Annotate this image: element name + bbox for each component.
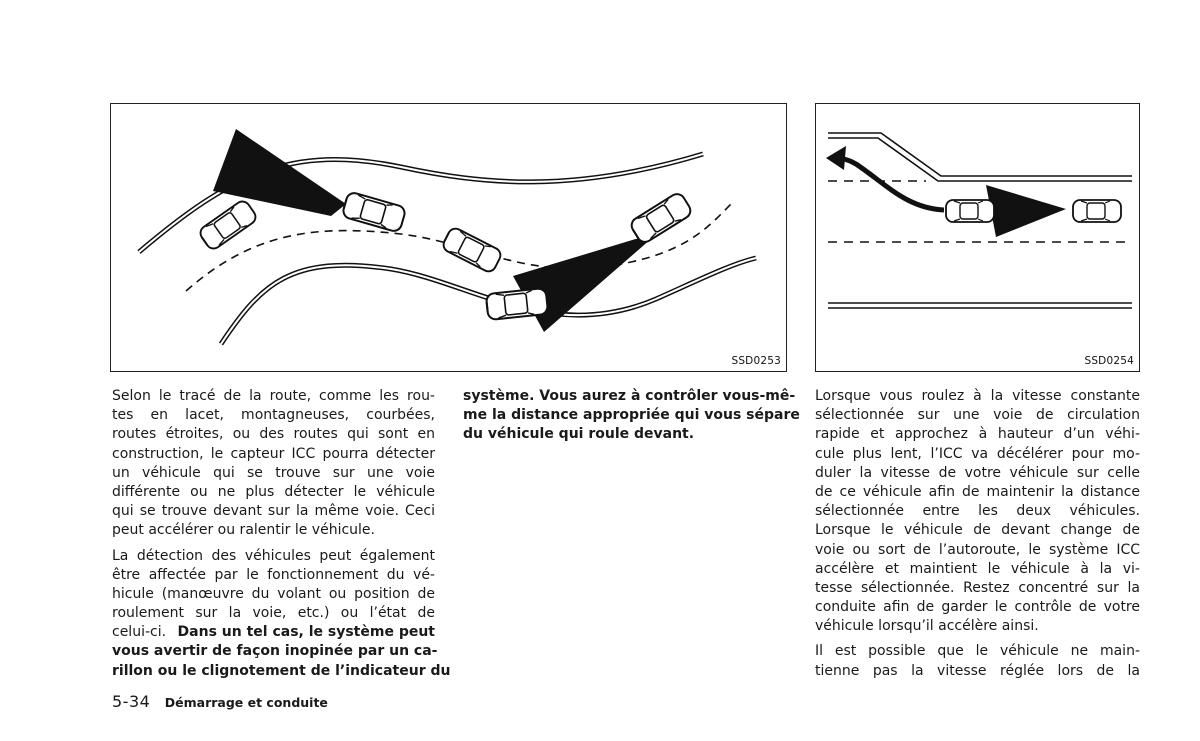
text-line: Selon le tracé de la route, comme les rou-: [112, 388, 435, 404]
text-line: roulement sur la voie, etc.) ou l’état de: [112, 605, 435, 622]
paragraph-2: [815, 642, 1140, 680]
exit-lane-line-1: [828, 133, 1132, 176]
text-line: un véhicule qui se trouve sur une voie: [112, 464, 435, 481]
text-line: peut accélérer ou ralentir le véhicule.: [112, 522, 375, 539]
paragraph-2: [112, 547, 451, 681]
text-line: construction, le capteur ICC pourra détecter: [112, 445, 435, 462]
text-line: hicule (manœuvre du volant ou position de: [112, 585, 435, 602]
text-line: de ce véhicule afin de maintenir la distance: [815, 483, 1140, 500]
text-bold: Dans un tel cas, le système peut: [177, 624, 435, 641]
sensor-cone: [986, 185, 1066, 237]
figure-curved-road: [110, 103, 787, 372]
text-line: Lorsque le véhicule de devant change de: [815, 522, 1140, 539]
car-1: [198, 199, 259, 252]
car-changing-lane: [946, 200, 994, 222]
text-line: routes étroites, ou des routes qui sont en: [112, 426, 435, 443]
figure-lane-change: [815, 103, 1140, 372]
section-title: Démarrage et conduite: [164, 695, 328, 710]
text-plain: celui-ci.: [112, 624, 167, 641]
text-line: sélectionnée sur une voie de circulation: [815, 407, 1140, 424]
text-line: sélectionnée entre les deux véhicules.: [815, 503, 1140, 520]
text-line-bold: rillon ou le clignotement de l’indicateur du: [112, 662, 451, 679]
paragraph-1: [112, 387, 435, 541]
page-number: 5-34: [112, 692, 151, 711]
lane-change-illustration: [816, 104, 1141, 373]
text-line: voie ou sort de l’autoroute, le système ICC: [815, 541, 1140, 558]
text-line: La détection des véhicules peut également: [112, 547, 435, 564]
text-line: Lorsque vous roulez à la vitesse constante: [815, 388, 1140, 404]
text-line: qui se trouve devant sur la même voie. Ceci: [112, 503, 435, 520]
text-line: cule plus lent, l’ICC va décélérer pour mo-: [815, 445, 1140, 462]
text-line-bold: vous avertir de façon inopinée par un ca-: [112, 643, 438, 660]
text-line-bold: du véhicule qui roule devant.: [463, 426, 695, 443]
text-line: accélère et maintient le véhicule à la vi-: [815, 560, 1140, 577]
text-line: véhicule lorsqu’il accélère ainsi.: [815, 618, 1039, 635]
text-line-bold: système. Vous aurez à contrôler vous-mê-: [463, 388, 796, 404]
car-3: [441, 226, 503, 274]
text-line-bold: me la distance appropriée qui vous sépare: [463, 407, 800, 424]
text-column-2: [463, 387, 800, 445]
car-with-sensor: [1073, 200, 1121, 222]
sensor-cone-upper: [213, 129, 346, 216]
text-line: Il est possible que le véhicule ne main-: [815, 643, 1140, 660]
text-line: duler la vitesse de votre véhicule sur celle: [815, 464, 1140, 481]
text-line: tienne pas la vitesse réglée lors de la: [815, 662, 1140, 679]
text-column-1: [112, 387, 451, 687]
paragraph-1: [815, 387, 1140, 636]
text-line-mixed: [112, 623, 435, 642]
curved-road-illustration: [111, 104, 788, 373]
text-line: tesse sélectionnée. Restez concentré sur la: [815, 579, 1140, 596]
text-line: conduite afin de garder le contrôle de votre: [815, 599, 1140, 616]
page-footer: [112, 692, 328, 711]
car-4: [629, 191, 694, 245]
text-column-3: [815, 387, 1140, 687]
text-line: tes en lacet, montagneuses, courbées,: [112, 407, 435, 424]
figure-label: SSD0254: [1084, 355, 1134, 367]
figure-label: SSD0253: [731, 355, 781, 367]
text-line: être affectée par le fonctionnement du vé-: [112, 566, 435, 583]
text-line: différente ou ne plus détecter le véhicule: [112, 483, 435, 500]
car-5-with-sensor: [486, 288, 548, 320]
car-2-with-sensor: [342, 191, 407, 233]
text-line: rapide et approchez à hauteur d’un véhi-: [815, 426, 1140, 443]
